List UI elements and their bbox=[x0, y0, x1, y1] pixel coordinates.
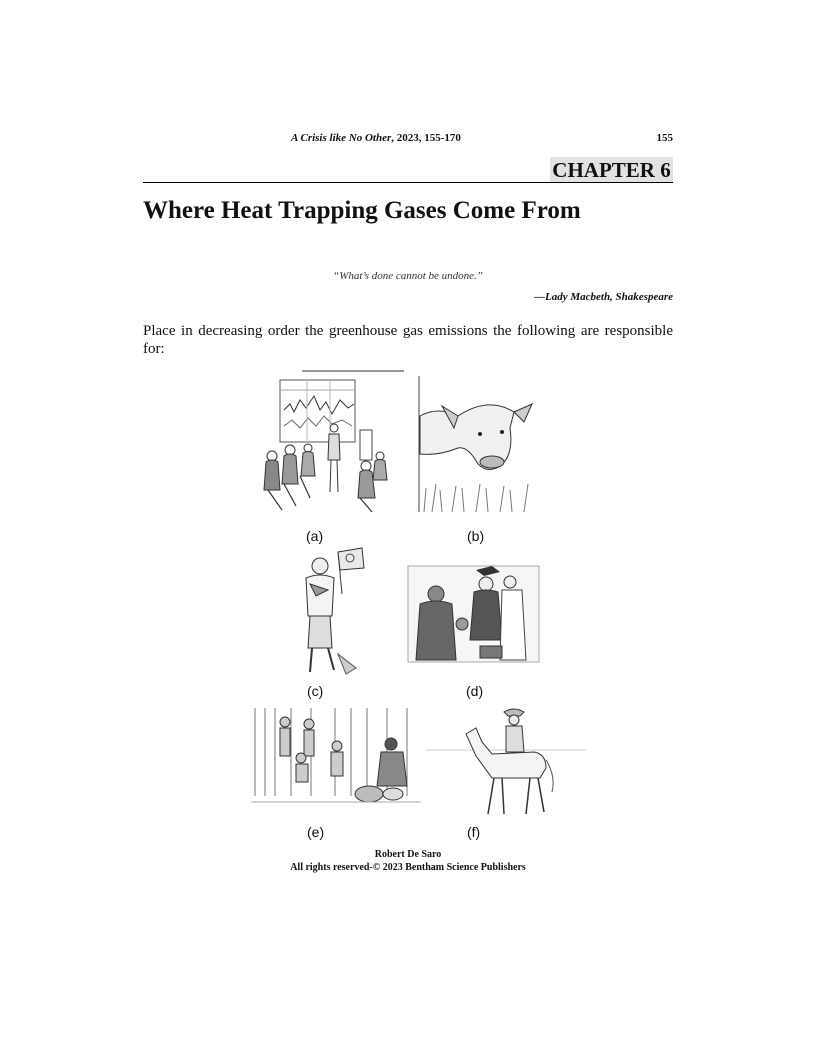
figure-b-cow-illustration bbox=[418, 376, 536, 512]
header-source-rest: , 2023, 155-170 bbox=[391, 132, 461, 144]
footer-author: Robert De Saro bbox=[374, 849, 442, 860]
figure-f-caption: (f) bbox=[467, 824, 481, 840]
figure-a-lecture-illustration bbox=[262, 370, 407, 512]
footer-copyright: All rights reserved-© 2023 Bentham Science Publishers bbox=[290, 862, 526, 873]
header-source bbox=[291, 132, 461, 144]
epigraph-quote: “What’s done cannot be undone.” bbox=[333, 270, 483, 282]
figure-b-caption: (b) bbox=[467, 528, 485, 544]
figure-e-caption: (e) bbox=[307, 824, 325, 840]
figure-d-caption: (d) bbox=[466, 683, 484, 699]
figure-d-graduation-illustration bbox=[406, 560, 541, 666]
figure-c-person-illustration bbox=[276, 544, 376, 680]
header-book-title: A Crisis like No Other bbox=[291, 132, 392, 144]
figure-f-horse-rider-illustration bbox=[426, 706, 586, 824]
figure-a-caption: (a) bbox=[306, 528, 324, 544]
chapter-title: Where Heat Trapping Gases Come From bbox=[143, 197, 581, 224]
question-text: Place in decreasing order the greenhouse gas emissions the following are responsible for: bbox=[143, 323, 673, 357]
chapter-rule bbox=[143, 182, 673, 183]
figure-e-villagers-illustration bbox=[251, 706, 421, 810]
chapter-label: CHAPTER 6 bbox=[550, 157, 673, 182]
page-number: 155 bbox=[656, 132, 673, 144]
epigraph-attribution: —Lady Macbeth, Shakespeare bbox=[533, 291, 673, 303]
figure-c-caption: (c) bbox=[307, 683, 324, 699]
